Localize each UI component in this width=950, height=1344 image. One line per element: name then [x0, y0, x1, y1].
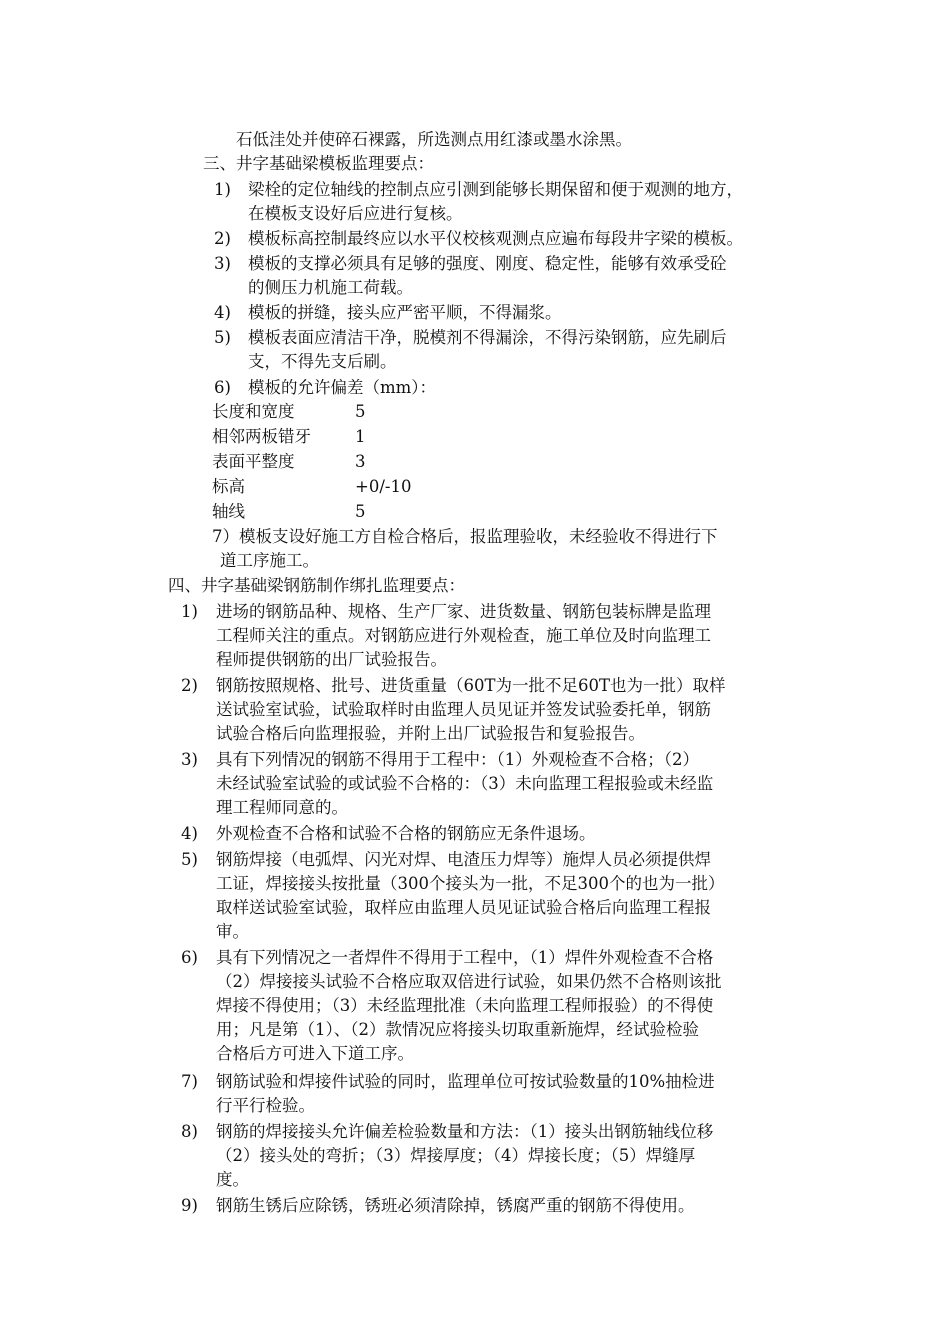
s4-item5-line: 取样送试验室试验，取样应由监理人员见证试验合格后向监理工程报: [216, 898, 711, 917]
s4-item7-line: 钢筋试验和焊接件试验的同时，监理单位可按试验数量的10%抽检进: [216, 1072, 715, 1091]
s4-item3-line: 未经试验室试验的或试验不合格的：（3）未向监理工程报验或未经监: [216, 774, 714, 793]
s4-item1-number: 1): [181, 602, 198, 621]
s4-item8-number: 8): [181, 1122, 198, 1141]
s4-item8-line: 度。: [216, 1170, 249, 1189]
s4-item6-line: （2）焊接接头试验不合格应取双倍进行试验，如果仍然不合格则该批: [216, 972, 722, 991]
s4-item2-line: 钢筋按照规格、批号、进货重量（60T为一批不足60T也为一批）取样: [216, 676, 726, 695]
s3-item7-line: 道工序施工。: [220, 551, 319, 570]
s3-item3-line: 的侧压力机施工荷载。: [248, 278, 413, 297]
s3-item2-line: 模板标高控制最终应以水平仪校核观测点应遍布每段井字梁的模板。: [248, 229, 743, 248]
s3-item1-line: 梁栓的定位轴线的控制点应引测到能够长期保留和便于观测的地方，: [248, 180, 743, 199]
s4-item7-line: 行平行检验。: [216, 1096, 315, 1115]
s4-item6-line: 焊接不得使用；（3）未经监理批准（未向监理工程师报验）的不得使: [216, 996, 714, 1015]
s3-item5-line: 模板表面应清洁干净，脱模剂不得漏涂，不得污染钢筋，应先刷后: [248, 328, 727, 347]
s4-item5-line: 钢筋焊接（电弧焊、闪光对焊、电渣压力焊等）施焊人员必须提供焊: [216, 850, 711, 869]
s4-item4-line: 外观检查不合格和试验不合格的钢筋应无条件退场。: [216, 824, 596, 843]
tolerance-value: 5: [355, 402, 366, 421]
s4-item3-line: 具有下列情况的钢筋不得用于工程中：（1）外观检查不合格；（2）: [216, 750, 699, 769]
section4-heading: 四、井字基础梁钢筋制作绑扎监理要点：: [168, 576, 465, 595]
s4-item5-line: 审。: [216, 922, 249, 941]
tolerance-value: +0/-10: [355, 477, 412, 496]
s4-item2-line: 送试验室试验，试验取样时由监理人员见证并签发试验委托单，钢筋: [216, 700, 711, 719]
s4-item6-line: 用；凡是第（1）、（2）款情况应将接头切取重新施焊，经试验检验: [216, 1020, 699, 1039]
s4-item9-line: 钢筋生锈后应除锈，锈班必须清除掉，锈腐严重的钢筋不得使用。: [216, 1196, 695, 1215]
s4-item2-number: 2): [181, 676, 198, 695]
s4-item7-number: 7): [181, 1072, 198, 1091]
s4-item1-line: 工程师关注的重点。对钢筋应进行外观检查，施工单位及时向监理工: [216, 626, 711, 645]
tolerance-label: 轴线: [212, 502, 245, 521]
s4-item8-line: 钢筋的焊接接头允许偏差检验数量和方法：（1）接头出钢筋轴线位移: [216, 1122, 714, 1141]
tolerance-label: 长度和宽度: [212, 402, 295, 421]
s3-item1-number: 1): [214, 180, 231, 199]
s3-item3-line: 模板的支撑必须具有足够的强度、刚度、稳定性，能够有效承受砼: [248, 254, 727, 273]
s4-item1-line: 程师提供钢筋的出厂试验报告。: [216, 650, 447, 669]
s4-item6-number: 6): [181, 948, 198, 967]
tolerance-label: 相邻两板错牙: [212, 427, 311, 446]
s4-item1-line: 进场的钢筋品种、规格、生产厂家、进货数量、钢筋包装标牌是监理: [216, 602, 711, 621]
section3-heading: 三、井字基础梁模板监理要点：: [203, 154, 434, 173]
s4-item3-line: 理工程师同意的。: [216, 798, 348, 817]
s4-item5-line: 工证，焊接接头按批量（300个接头为一批，不足300个的也为一批）: [216, 874, 725, 893]
tolerance-label: 表面平整度: [212, 452, 295, 471]
s3-item4-number: 4): [214, 303, 231, 322]
s3-item5-line: 支，不得先支后刷。: [248, 352, 397, 371]
s4-item3-number: 3): [181, 750, 198, 769]
s3-item6-number: 6): [214, 378, 231, 397]
tolerance-label: 标高: [212, 477, 245, 496]
s3-item7-line: 7）模板支设好施工方自检合格后，报监理验收，未经验收不得进行下: [212, 527, 718, 546]
intro-line: 石低洼处并使碎石裸露，所选测点用红漆或墨水涂黑。: [236, 130, 632, 149]
s3-item2-number: 2): [214, 229, 231, 248]
s3-item4-line: 模板的拼缝，接头应严密平顺，不得漏浆。: [248, 303, 562, 322]
s4-item2-line: 试验合格后向监理报验，并附上出厂试验报告和复验报告。: [216, 724, 645, 743]
s4-item9-number: 9): [181, 1196, 198, 1215]
s3-item5-number: 5): [214, 328, 231, 347]
tolerance-value: 1: [355, 427, 366, 446]
s4-item4-number: 4): [181, 824, 198, 843]
s4-item5-number: 5): [181, 850, 198, 869]
s4-item6-line: 具有下列情况之一者焊件不得用于工程中，（1）焊件外观检查不合格: [216, 948, 714, 967]
s3-item6-line: 模板的允许偏差（mm）：: [248, 378, 437, 397]
s3-item3-number: 3): [214, 254, 231, 273]
s3-item1-line: 在模板支设好后应进行复核。: [248, 204, 463, 223]
s4-item6-line: 合格后方可进入下道工序。: [216, 1044, 414, 1063]
tolerance-value: 3: [355, 452, 366, 471]
tolerance-value: 5: [355, 502, 366, 521]
s4-item8-line: （2）接头处的弯折；（3）焊接厚度；（4）焊接长度；（5）焊缝厚: [216, 1146, 696, 1165]
